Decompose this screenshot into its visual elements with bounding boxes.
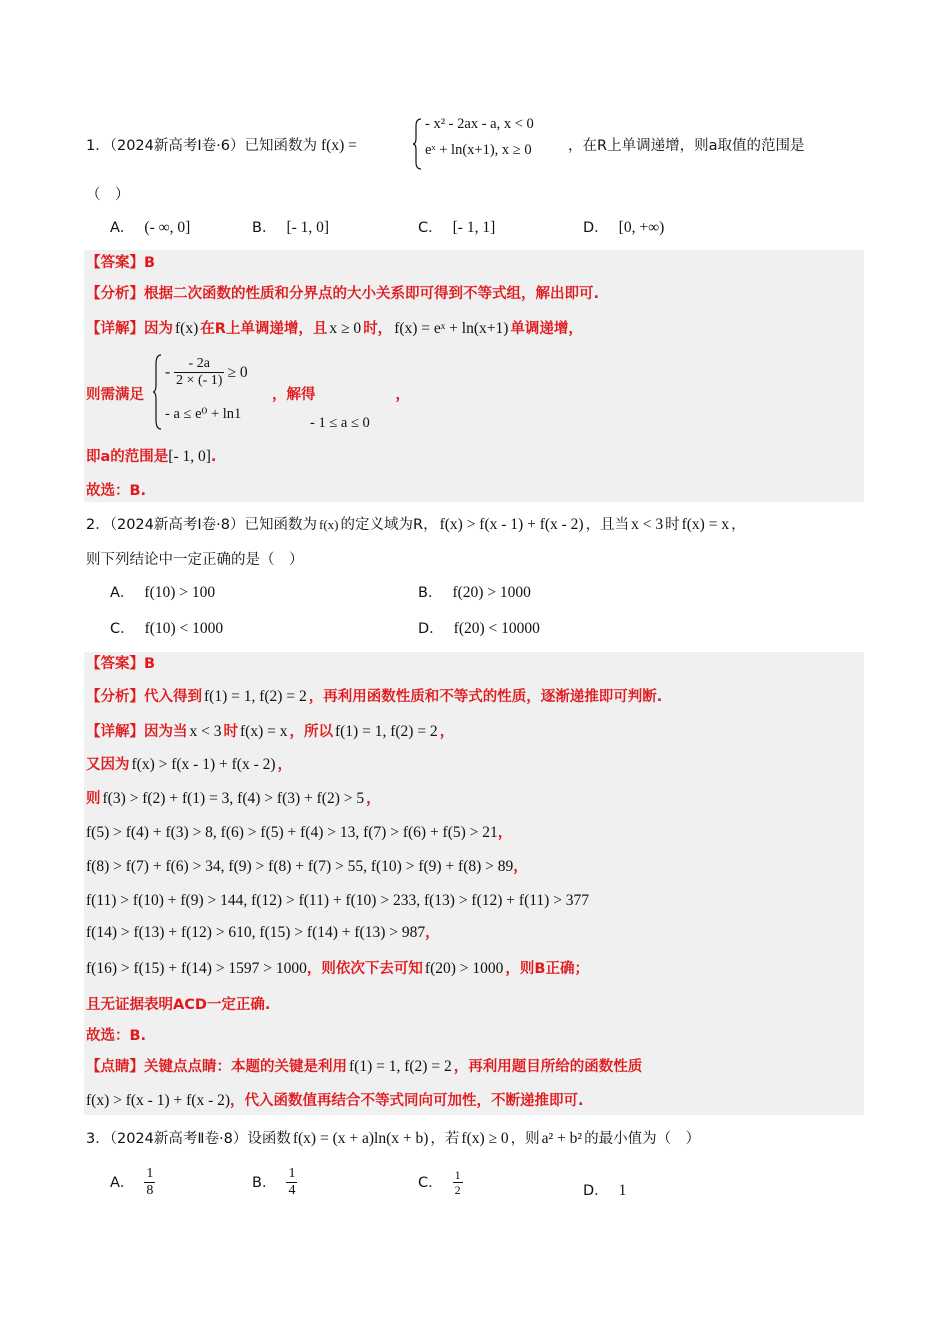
- q2-detail-when: 时: [223, 724, 238, 740]
- q2-stem-when2: 时: [665, 517, 680, 533]
- fraction-denominator: 2: [454, 1183, 461, 1197]
- option-value: f(20) > 1000: [452, 584, 531, 601]
- q2-keypoint2-tail: ，代入函数值再结合不等式同向可加性，不断递推即可.: [230, 1093, 584, 1109]
- q1-detail-prefix: 【详解】因为: [86, 321, 173, 337]
- q1-paren-text: （ ）: [86, 187, 130, 203]
- q1-system-ge0: ≥ 0: [227, 363, 248, 381]
- option-label: A．: [110, 1174, 135, 1191]
- q3-stem: [86, 1127, 864, 1150]
- option-value: f(20) < 10000: [453, 620, 540, 637]
- q1-system-brace-icon: [153, 354, 163, 430]
- q1-system-fraction: [174, 356, 224, 389]
- q2-chain5-end: ，则B正确；: [505, 961, 589, 977]
- q2-chain5-math: f(16) > f(15) + f(14) > 1597 > 1000: [86, 960, 307, 977]
- option-label: A．: [110, 585, 135, 601]
- q1-need-prefix: 则需满足: [86, 387, 144, 403]
- q1-range-value: [- 1, 0]: [168, 448, 211, 465]
- q1-detail-when: 时，: [363, 321, 393, 337]
- q1-detail-cond: x ≥ 0: [329, 320, 362, 337]
- q2-then-math: f(3) > f(2) + f(1) = 3, f(4) > f(3) + f(2) > 5: [102, 790, 365, 807]
- fraction-numerator: 1: [454, 1168, 461, 1182]
- option-label: A．: [110, 220, 135, 236]
- option-label: C．: [418, 1174, 443, 1191]
- q1-system-line2: - a ≤ e⁰ + ln1: [165, 406, 242, 422]
- q2-chain1: [86, 822, 864, 844]
- q2-then: [86, 788, 864, 810]
- q1-range: [86, 446, 864, 468]
- fraction-numerator: - 2a: [174, 356, 224, 373]
- q2-chain5-mid: ，则依次下去可知: [306, 961, 423, 977]
- q2-analysis-math: f(1) = 1, f(2) = 2: [204, 688, 307, 705]
- q2-chain2-end: ，: [513, 859, 528, 875]
- q2-keypoint-prefix: 【点睛】关键点点睛：本题的关键是利用: [86, 1059, 347, 1075]
- q1-detail-fx: f(x): [175, 320, 199, 337]
- option-label: B．: [252, 220, 277, 236]
- q3-fx: f(x) = (x + a)ln(x + b): [292, 1130, 429, 1147]
- q2-detail-vals: f(1) = 1, f(2) = 2: [334, 723, 438, 740]
- q3-option-c[interactable]: [418, 1168, 463, 1197]
- q2-then-prefix: 则: [86, 791, 101, 807]
- option-value: f(10) > 100: [144, 584, 216, 601]
- q2-number: 2．: [86, 517, 110, 533]
- q1-detail: [86, 318, 864, 340]
- q2-source: （2024新高考Ⅰ卷·8）已知函数为: [109, 517, 317, 533]
- q2-chain4-math: f(14) > f(13) + f(12) > 610, f(15) > f(14) + f(13) > 987: [86, 924, 426, 941]
- fraction-denominator: 4: [288, 1183, 296, 1198]
- q1-solve-comma: ，: [395, 387, 410, 403]
- q1-solve-result: - 1 ≤ a ≤ 0: [310, 415, 370, 431]
- q2-chain4: [86, 922, 864, 944]
- q3-number: 3．: [86, 1131, 110, 1147]
- q1-system: [153, 354, 263, 432]
- q2-detail-eq: f(x) = x: [240, 723, 288, 740]
- q2-stem-ineq: f(x) > f(x - 1) + f(x - 2): [439, 516, 584, 533]
- option-label: D．: [583, 1183, 609, 1199]
- q1-solve-result-row: [310, 411, 864, 434]
- q3-option-b[interactable]: [252, 1166, 297, 1199]
- q2-chain1-math: f(5) > f(4) + f(3) > 8, f(6) > f(5) + f(4) > 13, f(7) > f(6) + f(5) > 21: [86, 824, 498, 841]
- q2-then-end: ，: [366, 791, 381, 807]
- option-value: f(10) < 1000: [144, 620, 224, 637]
- option-value: 1: [618, 1182, 627, 1199]
- q2-chain2-math: f(8) > f(7) + f(6) > 34, f(9) > f(8) + f(7) > 55, f(10) > f(9) + f(8) > 89: [86, 858, 514, 875]
- option-value: [- 1, 0]: [286, 219, 330, 236]
- fraction-denominator: 2 × (- 1): [176, 373, 223, 388]
- q2-keypoint2: [86, 1090, 864, 1112]
- q1-piece1: - x² - 2ax - a, x < 0: [425, 116, 534, 132]
- fraction-numerator: 1: [288, 1166, 296, 1181]
- q2-stem-mid: 的定义域为R，: [340, 517, 438, 533]
- q2-stem-cond: x < 3: [631, 516, 664, 533]
- option-value: (- ∞, 0]: [144, 219, 191, 236]
- fraction-denominator: 8: [146, 1183, 154, 1198]
- q1-stem-tail: [568, 134, 864, 157]
- q1-solve-label: ，解得: [272, 387, 316, 403]
- q3-stem-if: ，若: [430, 1131, 460, 1147]
- q2-detail-end: ，: [439, 724, 455, 740]
- q2-stem-line2-text: 则下列结论中一定正确的是（ ）: [86, 552, 304, 568]
- option-fraction: [286, 1166, 297, 1199]
- q2-chain3: [86, 889, 864, 912]
- q1-detail-mid: 在R上单调递增，且: [200, 321, 328, 337]
- q1-detail-tail: 单调递增，: [510, 321, 583, 337]
- q2-no-evidence: 且无证据表明ACD一定正确.: [86, 997, 271, 1013]
- option-label: D．: [583, 220, 609, 236]
- q2-keypoint-math: f(1) = 1, f(2) = 2: [349, 1058, 452, 1075]
- q1-system-line1: - $\frac{- 2a}{2 \times (- 1)}$ ≥ 0: [165, 356, 248, 388]
- option-label: B．: [252, 1174, 277, 1191]
- q3-stem-cond: f(x) ≥ 0: [461, 1130, 509, 1147]
- q1-analysis: 【分析】根据二次函数的性质和分界点的大小关系即可得到不等式组，解出即可.: [86, 286, 600, 302]
- q3-source: （2024新高考Ⅱ卷·8）设函数: [109, 1131, 291, 1147]
- q2-analysis-tail: ，再利用函数性质和不等式的性质，逐渐递推即可判断.: [308, 689, 663, 705]
- q1-option-c[interactable]: [418, 216, 495, 237]
- q2-stem-eq: f(x) = x: [681, 516, 730, 533]
- q1-range-prefix: 即a的范围是: [86, 449, 169, 465]
- q2-keypoint2-math: f(x) > f(x - 1) + f(x - 2): [86, 1092, 231, 1109]
- q2-option-c[interactable]: [110, 617, 223, 638]
- fraction-numerator: 1: [146, 1166, 154, 1181]
- q2-option-a[interactable]: [110, 581, 215, 602]
- q3-option-d[interactable]: [583, 1179, 626, 1200]
- q3-option-a[interactable]: [110, 1166, 155, 1199]
- q3-stem-tail: 的最小值为（ ）: [584, 1131, 701, 1147]
- q1-solve: [272, 384, 864, 406]
- q1-range-end: .: [210, 449, 217, 465]
- option-label: C．: [110, 621, 135, 637]
- q2-choose: 故选：B.: [86, 1028, 147, 1044]
- q2-fx: f(x): [319, 517, 339, 532]
- q2-analysis-prefix: 【分析】代入得到: [86, 689, 202, 705]
- q2-answer: 【答案】B: [86, 656, 156, 672]
- q2-detail: [86, 721, 864, 743]
- q2-option-b[interactable]: [418, 581, 531, 602]
- q3-stem-expr: a² + b²: [541, 1130, 583, 1147]
- q2-again-end: ，: [277, 757, 293, 773]
- q2-chain1-end: ，: [497, 825, 513, 841]
- q2-stem-end: ，: [731, 517, 746, 533]
- q2-chain5-math2: f(20) > 1000: [424, 960, 504, 977]
- q1-source: （2024新高考Ⅰ卷·6）已知函数为: [109, 138, 317, 154]
- option-label: B．: [418, 585, 443, 601]
- q1-number: 1．: [86, 138, 110, 154]
- q2-option-d[interactable]: [418, 617, 540, 638]
- q2-stem-when: ，且当: [585, 517, 630, 533]
- q1-detail-expr: f(x) = eˣ + ln(x+1): [394, 320, 509, 337]
- option-fraction: [453, 1168, 463, 1197]
- q3-stem-then: ，则: [510, 1131, 540, 1147]
- option-label: D．: [418, 621, 444, 637]
- q2-keypoint: [86, 1056, 864, 1078]
- q1-stem-tail-text: ，在R上单调递增，则a取值的范围是: [568, 138, 805, 154]
- option-value: [- 1, 1]: [452, 219, 496, 236]
- q2-chain2: [86, 856, 864, 878]
- q1-answer: 【答案】B: [86, 255, 156, 271]
- q1-piece2: eˣ + ln(x+1), x ≥ 0: [425, 142, 532, 158]
- q2-chain4-end: ，: [425, 925, 440, 941]
- option-fraction: [144, 1166, 155, 1199]
- option-label: C．: [418, 220, 443, 236]
- q2-chain5: [86, 958, 864, 980]
- q2-detail-cond: x < 3: [189, 723, 222, 740]
- option-value: [0, +∞): [618, 219, 665, 236]
- q2-again-math: f(x) > f(x - 1) + f(x - 2): [131, 756, 276, 773]
- q2-analysis: [86, 686, 864, 708]
- q1-option-d[interactable]: [583, 216, 664, 237]
- q1-option-a[interactable]: [110, 216, 190, 237]
- q2-detail-so: ，所以: [289, 724, 333, 740]
- q2-detail-prefix: 【详解】因为当: [86, 724, 188, 740]
- q1-fx: f(x) =: [321, 137, 357, 154]
- q2-stem: [86, 513, 864, 536]
- q1-brace-icon: [413, 118, 423, 170]
- q2-chain3-math: f(11) > f(10) + f(9) > 144, f(12) > f(11) + f(10) > 233, f(13) > f(12) + f(11) > 377: [86, 892, 590, 909]
- q1-option-b[interactable]: [252, 216, 329, 237]
- q1-paren: [86, 183, 864, 206]
- q2-again-prefix: 又因为: [86, 757, 130, 773]
- q2-stem-line2: [86, 548, 864, 571]
- q1-choose: 故选：B.: [86, 483, 147, 499]
- q2-again: [86, 754, 864, 776]
- q2-keypoint-tail: ，再利用题目所给的函数性质: [453, 1059, 643, 1075]
